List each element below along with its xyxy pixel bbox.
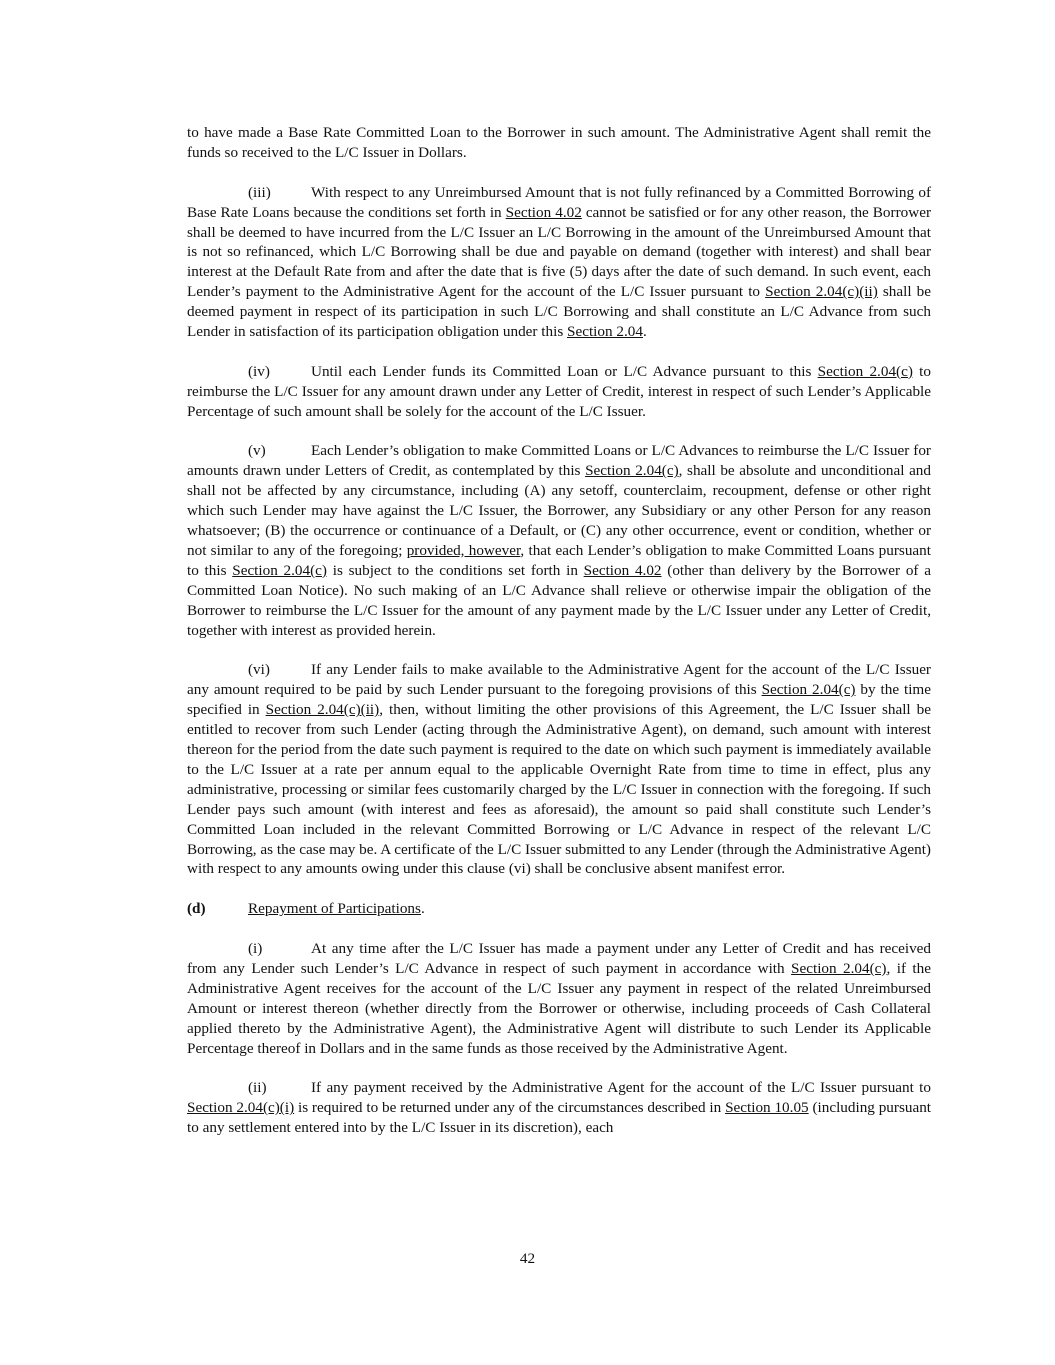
paragraph-text: , if the Administrative Agent receives for the account of the L/C Issuer any payment in respect of the related Unreimbursed Amount or interest thereon (whether directly from the Borrower or otherwise, including proceeds of Cash Collateral applied thereto by the Administrative Agent), the Administrative Agent will distribute to such Lender its Applicable Percentage thereof in Dollars and in the same funds as those received by the Administrative Agent. xyxy=(187,959,931,1057)
section-reference: Section 2.04(c) xyxy=(585,462,679,480)
section-reference: Section 2.04(c) xyxy=(232,561,327,579)
clause-number: (i) xyxy=(248,940,263,958)
paragraph-text: Until each Lender funds its Committed Loan or L/C Advance pursuant to this xyxy=(311,362,818,380)
section-reference: Section 2.04(c) xyxy=(761,681,856,699)
paragraph-text: (including pursuant to any settlement entered into by the L/C Issuer in its discretion), each xyxy=(187,1099,932,1137)
paragraph-text: by the time specified in xyxy=(187,681,931,719)
section-reference: Section 2.04(c)(i) xyxy=(187,1099,295,1117)
paragraph-text: is required to be returned under any of the circumstances described in xyxy=(294,1099,726,1117)
paragraph-text: is subject to the conditions set forth in xyxy=(326,561,584,579)
paragraph-continuation xyxy=(187,123,931,163)
paragraph-text: to reimburse the L/C Issuer for any amount drawn under any Letter of Credit, interest in respect of such Lender’s Applicable Percentage of such amount shall be solely for the account of the L/C Issuer. xyxy=(187,362,931,420)
paragraph-text: If any Lender fails to make available to the Administrative Agent for the account of the L/C Issuer any amount required to be paid by such Lender pursuant to the foregoing provisions of this xyxy=(187,661,931,699)
heading-punctuation: . xyxy=(420,900,425,918)
paragraph-text: , that each Lender’s obligation to make Committed Loans pursuant to this xyxy=(187,541,931,579)
paragraph-text: . xyxy=(642,323,647,341)
section-reference: Section 2.04(c) xyxy=(791,959,887,977)
paragraph-text: At any time after the L/C Issuer has made a payment under any Letter of Credit and has received from any Lender such Lender’s L/C Advance in respect of such payment in accordance with xyxy=(187,940,931,977)
clause-number: (v) xyxy=(248,442,266,460)
document-page xyxy=(187,123,931,1138)
heading-number: (d) xyxy=(187,900,206,918)
section-reference: Section 4.02 xyxy=(583,561,662,579)
clause-number: (vi) xyxy=(248,661,270,679)
paragraph-iii xyxy=(187,183,931,342)
clause-number: (iv) xyxy=(248,362,270,380)
paragraph-text: Each Lender’s obligation to make Committed Loans or L/C Advances to reimburse the L/C Issuer for amounts drawn under Letters of Credit, as contemplated by this xyxy=(187,442,931,480)
provided-however-term: provided, however xyxy=(406,541,521,559)
clause-number: (iii) xyxy=(248,183,271,201)
section-reference: Section 4.02 xyxy=(505,203,582,221)
section-reference: Section 2.04(c) xyxy=(817,362,913,380)
paragraph-text: With respect to any Unreimbursed Amount that is not fully refinanced by a Committed Borrowing of Base Rate Loans because the conditions set forth in xyxy=(187,183,931,221)
paragraph-text: to have made a Base Rate Committed Loan to the Borrower in such amount. The Administrative Agent shall remit the funds so received to the L/C Issuer in Dollars. xyxy=(187,124,931,161)
paragraph-d-i xyxy=(187,939,931,1058)
paragraph-iv xyxy=(187,362,931,422)
paragraph-text: shall be deemed payment in respect of its participation in such L/C Borrowing and shall constitute an L/C Advance from such Lender in satisfaction of its participation obligation under this xyxy=(187,283,931,341)
paragraph-text: , shall be absolute and unconditional and shall not be affected by any circumstance, including (A) any setoff, counterclaim, recoupment, defense or other right which such Lender may have against the L/C Issuer, the Borrower, any Subsidiary or any other Person for any reason whatsoever; (B) the occurrence or continuance of a Default, or (C) any other occurrence, event or condition, whether or not similar to any of the foregoing; xyxy=(187,462,931,559)
paragraph-text: cannot be satisfied or for any other reason, the Borrower shall be deemed to have incurred from the L/C Issuer an L/C Borrowing in the amount of the Unreimbursed Amount that is not so refinanced, which L/C Borrowing shall be due and payable on demand (together with interest) and shall bear interest at the Default Rate from and after the date that is five (5) days after the date of such demand. In such event, each Lender’s payment to the Administrative Agent for the account of the L/C Issuer pursuant to xyxy=(187,203,932,301)
clause-number: (ii) xyxy=(248,1079,267,1097)
paragraph-text: (other than delivery by the Borrower of a Committed Loan Notice). No such making of an L/C Advance shall relieve or otherwise impair the obligation of the Borrower to reimburse the L/C Issuer for the amount of any payment made by the L/C Issuer under any Letter of Credit, together with interest as provided herein. xyxy=(187,561,931,639)
paragraph-text: If any payment received by the Administrative Agent for the account of the L/C Issuer pursuant to xyxy=(311,1079,931,1097)
paragraph-d-ii xyxy=(187,1078,931,1138)
section-reference: Section 2.04(c)(ii) xyxy=(265,701,380,719)
page-number: 42 xyxy=(519,1250,536,1267)
section-reference: Section 2.04(c)(ii) xyxy=(765,283,878,301)
section-reference: Section 2.04 xyxy=(567,323,643,341)
section-heading-d xyxy=(187,899,931,919)
paragraph-v xyxy=(187,441,931,640)
paragraph-vi xyxy=(187,660,931,879)
section-reference: Section 10.05 xyxy=(725,1099,809,1117)
paragraph-text: , then, without limiting the other provisions of this Agreement, the L/C Issuer shall be entitled to recover from such Lender (acting through the Administrative Agent), on demand, such amount with interest thereon for the period from the date such payment is required to the date on which such payment is immediately available to the L/C Issuer at a rate per annum equal to the applicable Overnight Rate from time to time in effect, plus any administrative, processing or similar fees customarily charged by the L/C Issuer in connection with the foregoing. If such Lender pays such amount (with interest and fees as aforesaid), the amount so paid shall constitute such Lender’s Committed Loan included in the relevant Committed Borrowing or L/C Advance in respect of the relevant L/C Borrowing, as the case may be. A certificate of the L/C Issuer submitted to any Lender (through the Administrative Agent) with respect to any amounts owing under this clause (vi) shall be conclusive absent manifest error. xyxy=(187,701,931,878)
heading-title: Repayment of Participations xyxy=(248,900,421,918)
